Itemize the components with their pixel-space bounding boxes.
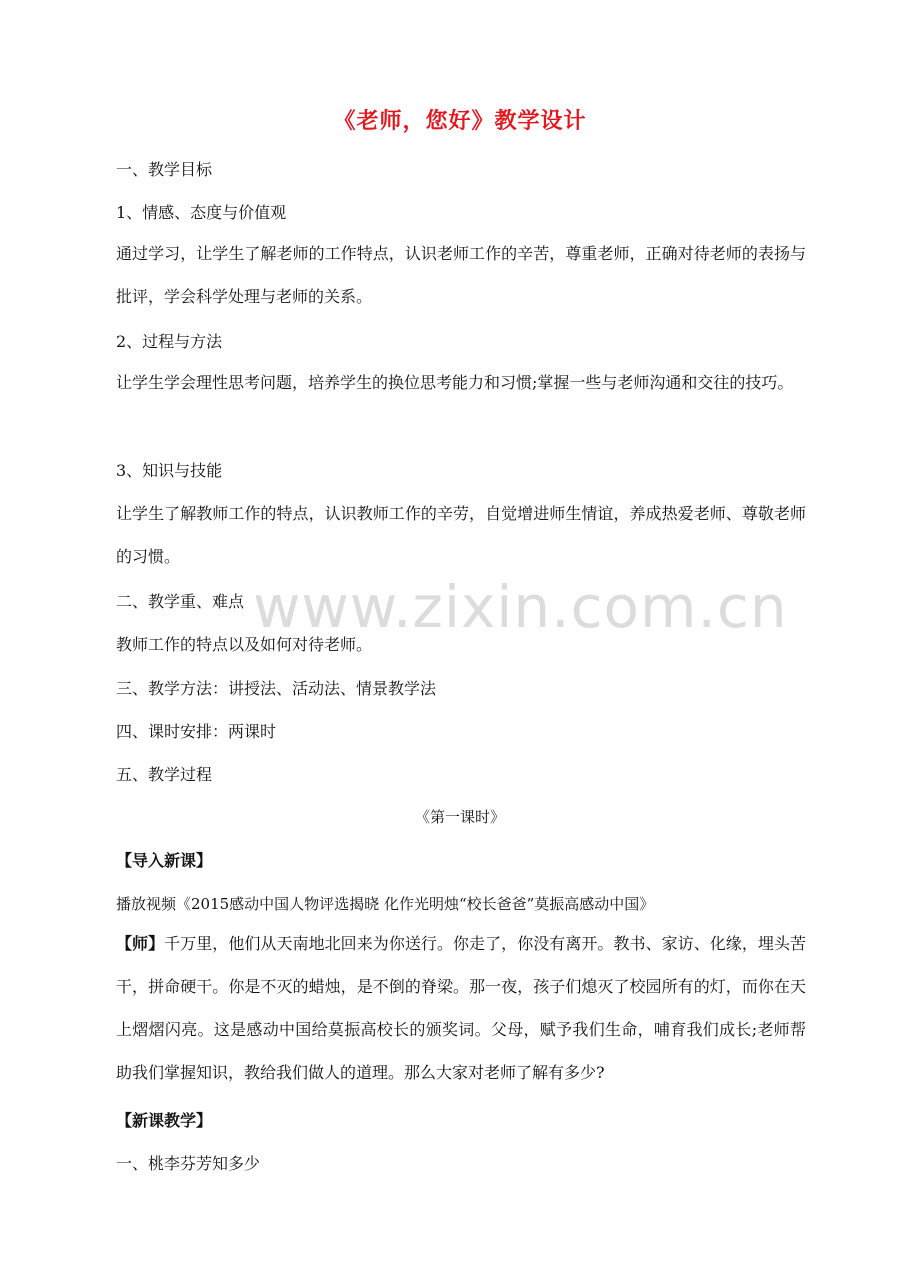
goal1-heading: 1、情感、态度与价值观 xyxy=(116,203,287,222)
part1-heading: 一、桃李芬芳知多少 xyxy=(116,1154,261,1173)
keypoints-text: 教师工作的特点以及如何对待老师。 xyxy=(116,635,373,654)
keypoints-heading: 二、教学重、难点 xyxy=(116,592,245,611)
video-line: 播放视频《2015感动中国人物评选揭晓 化作光明烛“校长爸爸”莫振高感动中国》 xyxy=(116,895,655,913)
teacher-text: 千万里，他们从天南地北回来为你送行。你走了，你没有离开。教书、家访、化缘，埋头苦干，拼命硬干。你是不灭的蜡烛，是不倒的脊梁。那一夜，孩子们熄灭了校园所有的灯，而你在天上熠熠闪亮。这是感动中国给莫振高校长的颁奖词。父母，赋予我们生命，哺育我们成长;老师帮助我们掌握知识，教给我们做人的道理。那么大家对老师了解有多少? xyxy=(116,934,806,1082)
document-title: 《老师，您好》教学设计 xyxy=(333,109,587,134)
goal3-heading: 3、知识与技能 xyxy=(116,461,223,480)
goal2-text: 让学生学会理性思考问题，培养学生的换位思考能力和习惯;掌握一些与老师沟通和交往的技巧。 xyxy=(116,373,794,392)
goal2-heading: 2、过程与方法 xyxy=(116,332,223,351)
lesson-label: 《第一课时》 xyxy=(414,808,505,826)
process-heading: 五、教学过程 xyxy=(116,765,213,784)
goals-heading: 一、教学目标 xyxy=(116,160,213,179)
intro-heading: 【导入新课】 xyxy=(116,851,213,870)
teacher-label: 【师】 xyxy=(116,934,165,953)
watermark: www.zixin.com.cn xyxy=(253,573,788,641)
new-lesson-heading: 【新课教学】 xyxy=(116,1111,213,1130)
methods-line: 三、教学方法：讲授法、活动法、情景教学法 xyxy=(116,679,437,698)
goal1-text: 通过学习，让学生了解老师的工作特点，认识老师工作的辛苦，尊重老师，正确对待老师的表扬与批评，学会科学处理与老师的关系。 xyxy=(116,244,806,306)
goal3-text: 让学生了解教师工作的特点，认识教师工作的辛劳，自觉增进师生情谊，养成热爱老师、尊敬老师的习惯。 xyxy=(116,504,806,566)
teacher-paragraph xyxy=(116,922,806,1094)
schedule-line: 四、课时安排：两课时 xyxy=(116,722,277,741)
